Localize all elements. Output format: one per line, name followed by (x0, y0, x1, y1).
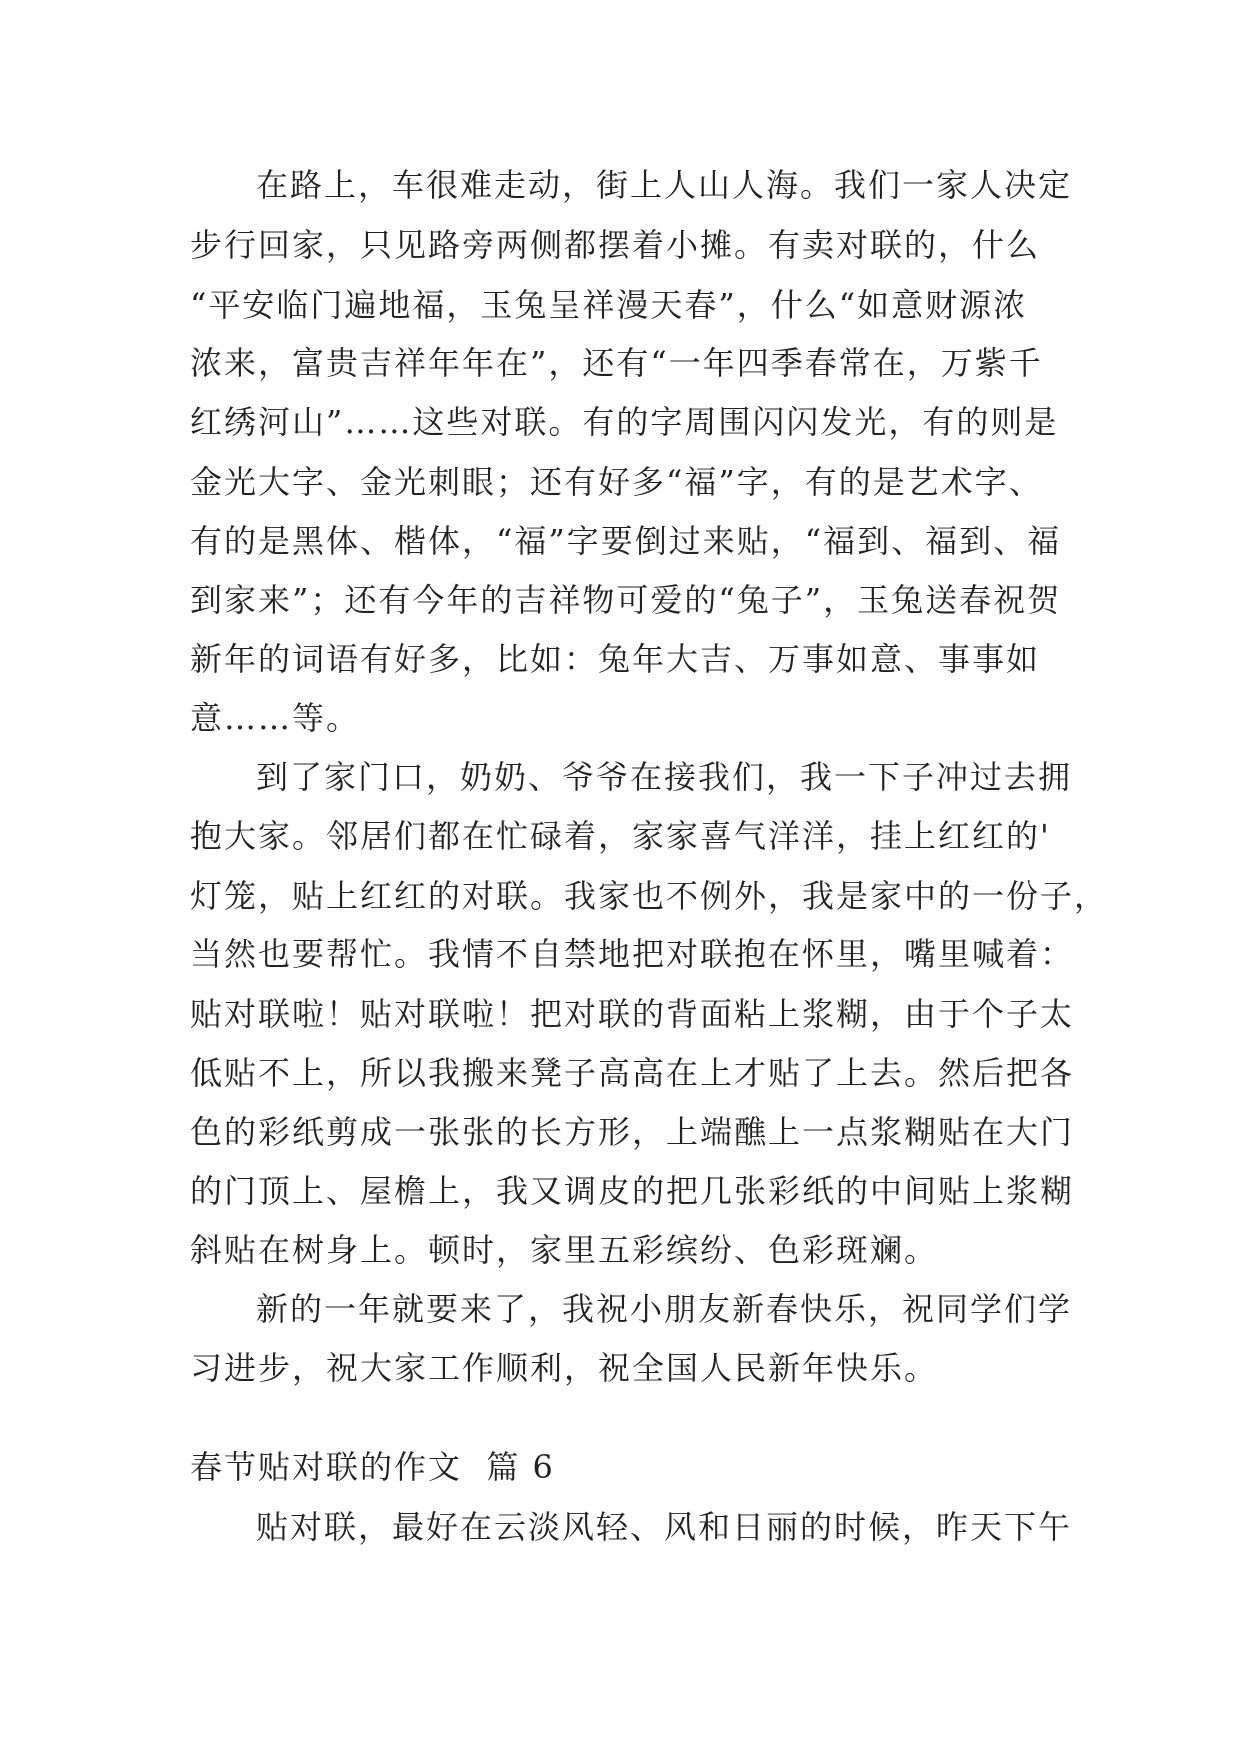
paragraph-2-line-6: 低贴不上，所以我搬来凳子高高在上才贴了上去。然后把各 (190, 1054, 1075, 1092)
paragraph-1-line-7: 有的是黑体、楷体，“福”字要倒过来贴，“福到、福到、福 (190, 522, 1062, 560)
paragraph-1-line-4: 浓来，富贵吉祥年年在”，还有“一年四季春常在，万紫千 (190, 344, 1043, 382)
paragraph-2-line-3: 灯笼，贴上红红的对联。我家也不例外，我是家中的一份子， (190, 877, 1109, 915)
paragraph-2-line-4: 当然也要帮忙。我情不自禁地把对联抱在怀里，嘴里喊着： (190, 935, 1075, 973)
paragraph-3-line-1: 新的一年就要来了，我祝小朋友新春快乐，祝同学们学 (256, 1290, 1073, 1328)
paragraph-1-line-3: “平安临门遍地福，玉兔呈祥漫天春”，什么“如意财源浓 (190, 286, 1028, 324)
paragraph-2-line-5: 贴对联啦！贴对联啦！把对联的背面粘上浆糊，由于个子太 (190, 995, 1075, 1033)
paragraph-4-line-1: 贴对联，最好在云淡风轻、风和日丽的时候，昨天下午 (256, 1508, 1073, 1546)
paragraph-1-line-9: 新年的词语有好多，比如：兔年大吉、万事如意、事事如 (190, 640, 1041, 678)
paragraph-2-line-1: 到了家门口，奶奶、爷爷在接我们，我一下子冲过去拥 (256, 758, 1073, 796)
paragraph-1-line-10: 意……等。 (190, 699, 361, 737)
section-heading: 春节贴对联的作文 篇 6 (190, 1448, 555, 1486)
paragraph-2-line-8: 的门顶上、屋檐上，我又调皮的把几张彩纸的中间贴上浆糊 (190, 1172, 1075, 1210)
paragraph-1-line-5: 红绣河山”……这些对联。有的字周围闪闪发光，有的则是 (190, 403, 1059, 441)
paragraph-2-line-7: 色的彩纸剪成一张张的长方形，上端醮上一点浆糊贴在大门 (190, 1113, 1075, 1151)
paragraph-1-line-2: 步行回家，只见路旁两侧都摆着小摊。有卖对联的，什么 (190, 226, 1041, 264)
paragraph-1-line-8: 到家来”；还有今年的吉祥物可爱的“兔子”，玉兔送春祝贺 (190, 581, 1062, 619)
paragraph-3-line-2: 习进步，祝大家工作顺利，祝全国人民新年快乐。 (190, 1349, 939, 1387)
paragraph-1-line-1: 在路上，车很难走动，街上人山人海。我们一家人决定 (256, 166, 1073, 204)
paragraph-1-line-6: 金光大字、金光刺眼；还有好多“福”字，有的是艺术字、 (190, 463, 1043, 501)
paragraph-2-line-9: 斜贴在树身上。顿时，家里五彩缤纷、色彩斑斓。 (190, 1231, 939, 1269)
paragraph-2-line-2: 抱大家。邻居们都在忙碌着，家家喜气洋洋，挂上红红的' (190, 817, 1051, 855)
